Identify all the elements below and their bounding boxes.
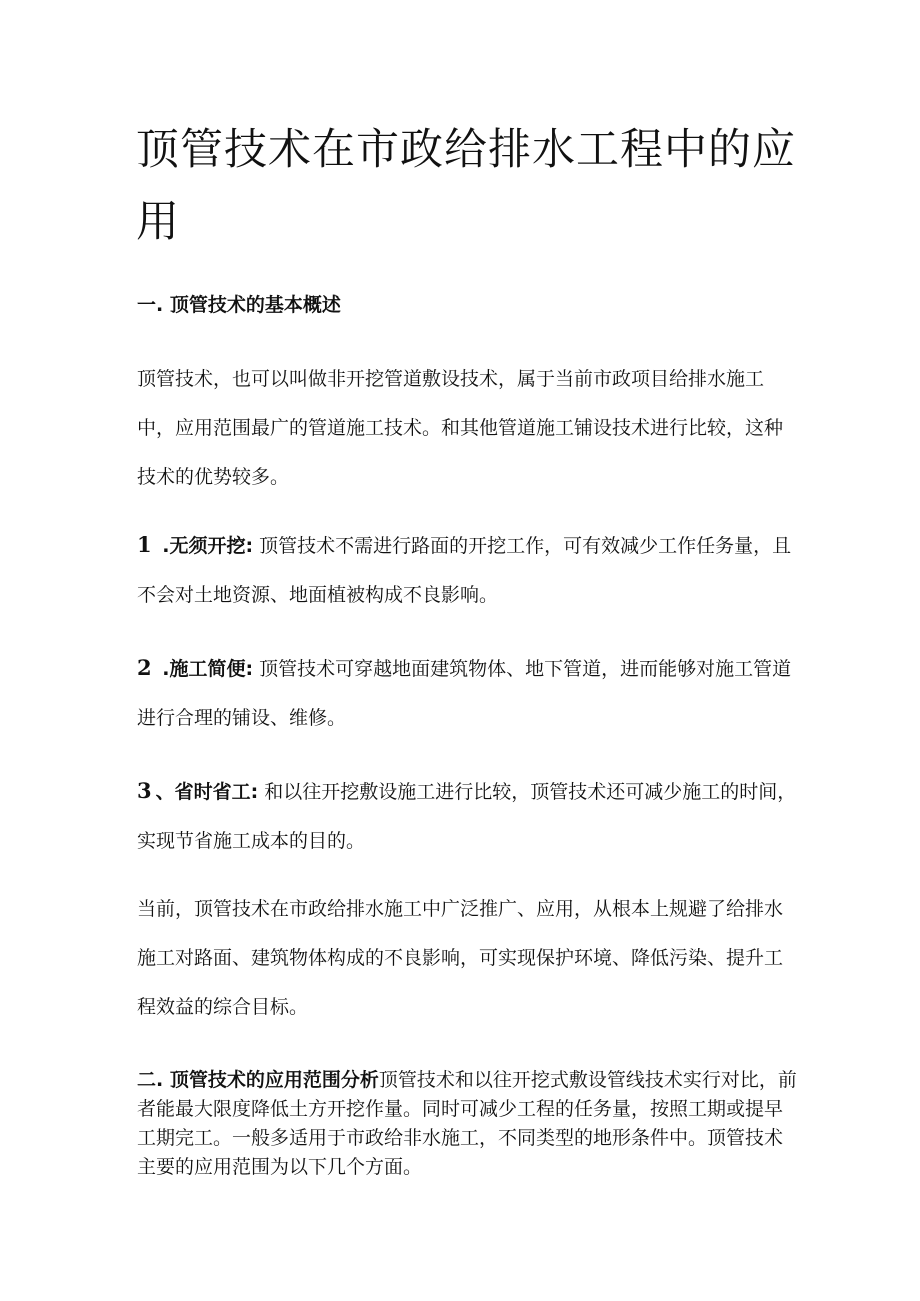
item-label: .施工简便:: [155, 658, 254, 680]
advantage-item-2: [137, 643, 797, 743]
section1-summary-paragraph: 当前，顶管技术在市政给排水施工中广泛推广、应用，从根本上规避了给排水施工对路面、建筑物体构成的不良影响，可实现保护环境、降低污染、提升工程效益的综合目标。: [137, 898, 784, 1018]
item-label: .无须开挖:: [155, 535, 254, 557]
item-text: 顶管技术不需进行路面的开挖工作，可有效减少工作任务量，且不会对土地资源、地面植被构成不良影响。: [137, 535, 792, 606]
section2-paragraph: [137, 1066, 797, 1182]
advantage-item-3: [137, 766, 797, 866]
section1-heading: 一. 顶管技术的基本概述: [137, 294, 341, 316]
item-number: 2: [137, 655, 152, 680]
item-text: 和以往开挖敷设施工进行比较，顶管技术还可减少施工的时间，实现节省施工成本的目的。: [137, 781, 797, 852]
section2-text: 顶管技术和以往开挖式敷设管线技术实行对比，前者能最大限度降低土方开挖作量。同时可减少工程的任务量，按照工期或提早工期完工。一般多适用于市政给非水施工，不同类型的地形条件中。顶管技术主要的应用范围为以下几个方面。: [137, 1069, 797, 1178]
item-text: 顶管技术可穿越地面建筑物体、地下管道，进而能够对施工管道进行合理的铺设、维修。: [137, 658, 792, 729]
item-label: 、省时省工:: [155, 781, 259, 803]
document-title: 顶管技术在市政给排水工程中的应用: [136, 125, 796, 247]
item-number: 1: [137, 532, 152, 557]
section2-heading: 二. 顶管技术的应用范围分析: [137, 1069, 379, 1091]
item-number: 3: [137, 778, 152, 803]
section1-intro-paragraph: 顶管技术，也可以叫做非开挖管道敷设技术，属于当前市政项目给排水施工中，应用范围最广的管道施工技术。和其他管道施工铺设技术进行比较，这种技术的优势较多。: [137, 368, 784, 488]
advantage-item-1: [137, 520, 797, 620]
